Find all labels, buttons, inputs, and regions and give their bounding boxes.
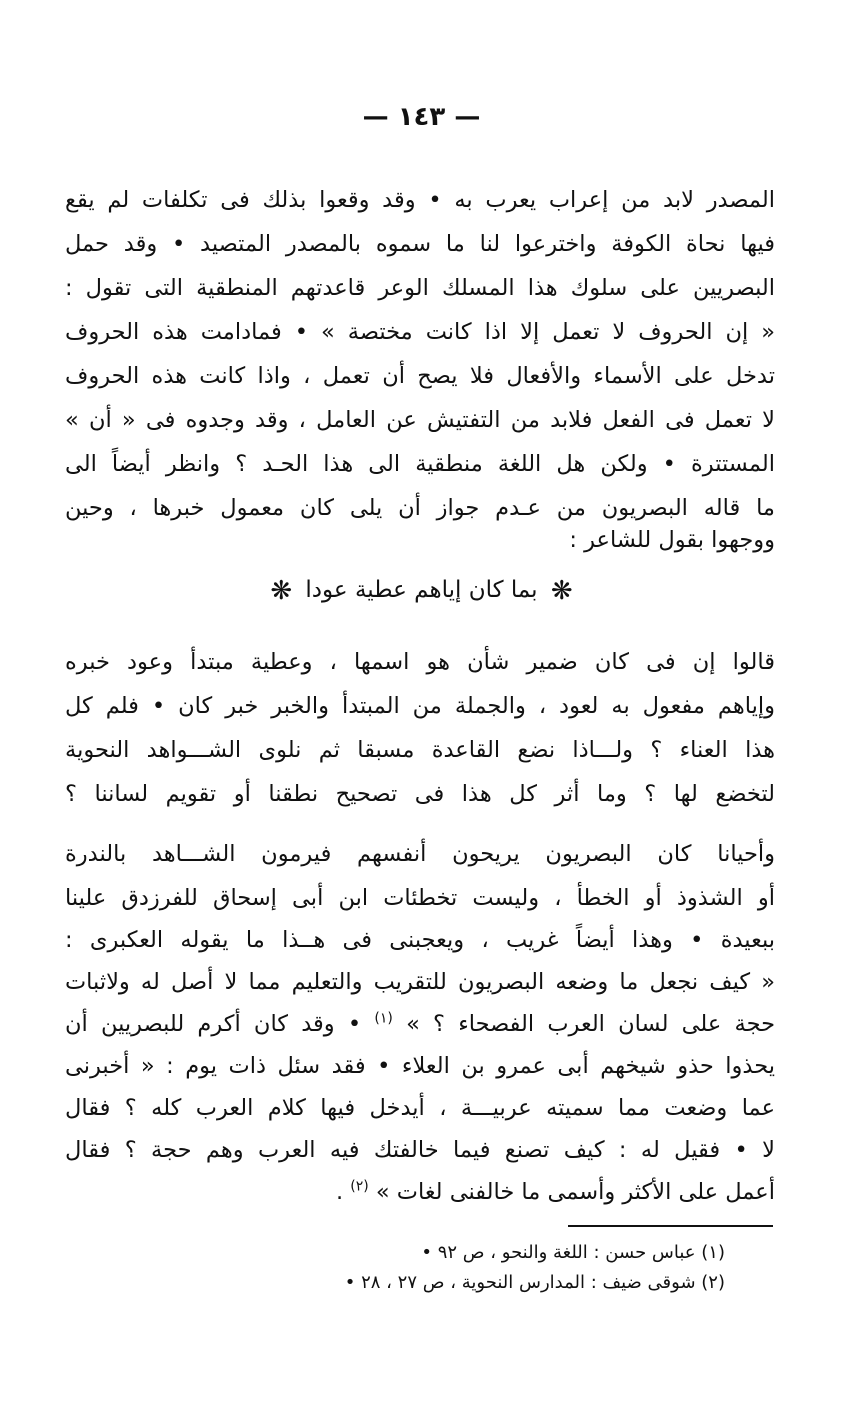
paragraph-line: وإياهم مفعول به لعود ، والجملة من المبتدأ والخبر خبر كان • فلم كل <box>65 693 775 719</box>
paragraph-line: لتخضع لها ؟ وما أثر كل هذا فى تصحيح نطقنا أو تقويم لساننا ؟ <box>65 781 775 807</box>
paragraph-line: أو الشذوذ أو الخطأ ، وليست تخطئات ابن أبى إسحاق للفرزدق علينا <box>65 885 775 911</box>
paragraph-line: البصريين على سلوك هذا المسلك الوعر قاعدتهم المنطقية التى تقول : <box>65 275 775 301</box>
paragraph-line: عما وضعت مما سميته عربيـــة ، أيدخل فيها كلام العرب كله ؟ فقال <box>65 1095 775 1121</box>
paragraph-line: يحذوا حذو شيخهم أبى عمرو بن العلاء • فقد سئل ذات يوم : « أخبرنى <box>65 1053 775 1079</box>
paragraph-line-part: • وقد كان أكرم للبصريين أن <box>65 1011 362 1037</box>
paragraph-line: المصدر لابد من إعراب يعرب به • وقد وقعوا بذلك فى تكلفات لم يقع <box>65 187 775 213</box>
poetry-verse <box>0 568 843 613</box>
paragraph-line: المستترة • ولكن هل اللغة منطقية الى هذا الحـد ؟ وانظر أيضاً الى <box>65 451 775 477</box>
ornament-star-icon: ❋ <box>270 576 293 606</box>
footnote: (١) عباس حسن : اللغة والنحو ، ص ٩٢ • <box>421 1242 725 1263</box>
paragraph-line-part: . <box>335 1179 344 1205</box>
paragraph-line: هذا العناء ؟ ولـــاذا نضع القاعدة مسبقا ثم نلوى الشـــواهد النحوية <box>65 737 775 763</box>
paragraph-line: ما قاله البصريون من عـدم جواز أن يلى كان معمول خبرها ، وحين <box>65 495 775 521</box>
footnote-ref[interactable]: (٢) <box>350 1178 369 1195</box>
paragraph-line: ووجهوا بقول للشاعر : <box>569 527 775 553</box>
paragraph-line: فيها نحاة الكوفة واخترعوا لنا ما سموه بالمصدر المتصيد • وقد حمل <box>65 231 775 257</box>
paragraph-line <box>65 1004 775 1046</box>
paragraph-line: لا • فقيل له : كيف تصنع فيما خالفتك فيه العرب وهم حجة ؟ فقال <box>65 1137 775 1163</box>
page-number: — ١٤٣ — <box>362 102 481 132</box>
paragraph-line-part: حجة على لسان العرب الفصحاء ؟ » <box>406 1011 775 1037</box>
paragraph-line-part: أعمل على الأكثر وأسمى ما خالفنى لغات » <box>375 1179 775 1205</box>
ornament-star-icon: ❋ <box>550 576 573 606</box>
paragraph-line: لا تعمل فى الفعل فلابد من التفتيش عن العامل ، وقد وجدوه فى « أن » <box>65 407 775 433</box>
paragraph-line: ببعيدة • وهذا أيضاً غريب ، ويعجبنى فى هــذا ما يقوله العكبرى : <box>65 927 775 953</box>
footnote: (٢) شوقى ضيف : المدارس النحوية ، ص ٢٧ ، ٢٨ • <box>344 1272 725 1293</box>
paragraph-line: وأحيانا كان البصريون يريحون أنفسهم فيرمون الشـــاهد بالندرة <box>65 841 775 867</box>
paragraph-line: تدخل على الأسماء والأفعال فلا يصح أن تعمل ، واذا كانت هذه الحروف <box>65 363 775 389</box>
footnote-ref[interactable]: (١) <box>374 1010 393 1027</box>
paragraph-line <box>65 1172 775 1214</box>
paragraph-line: « كيف نجعل ما وضعه البصريون للتقريب والتعليم مما لا أصل له ولاثبات <box>65 969 775 995</box>
paragraph-line: « إن الحروف لا تعمل إلا اذا كانت مختصة » • فمادامت هذه الحروف <box>65 319 775 345</box>
paragraph-line: قالوا إن فى كان ضمير شأن هو اسمها ، وعطية مبتدأ وعود خبره <box>65 649 775 675</box>
verse-text: بما كان إياهم عطية عودا <box>305 577 538 603</box>
footnote-divider <box>568 1225 773 1227</box>
